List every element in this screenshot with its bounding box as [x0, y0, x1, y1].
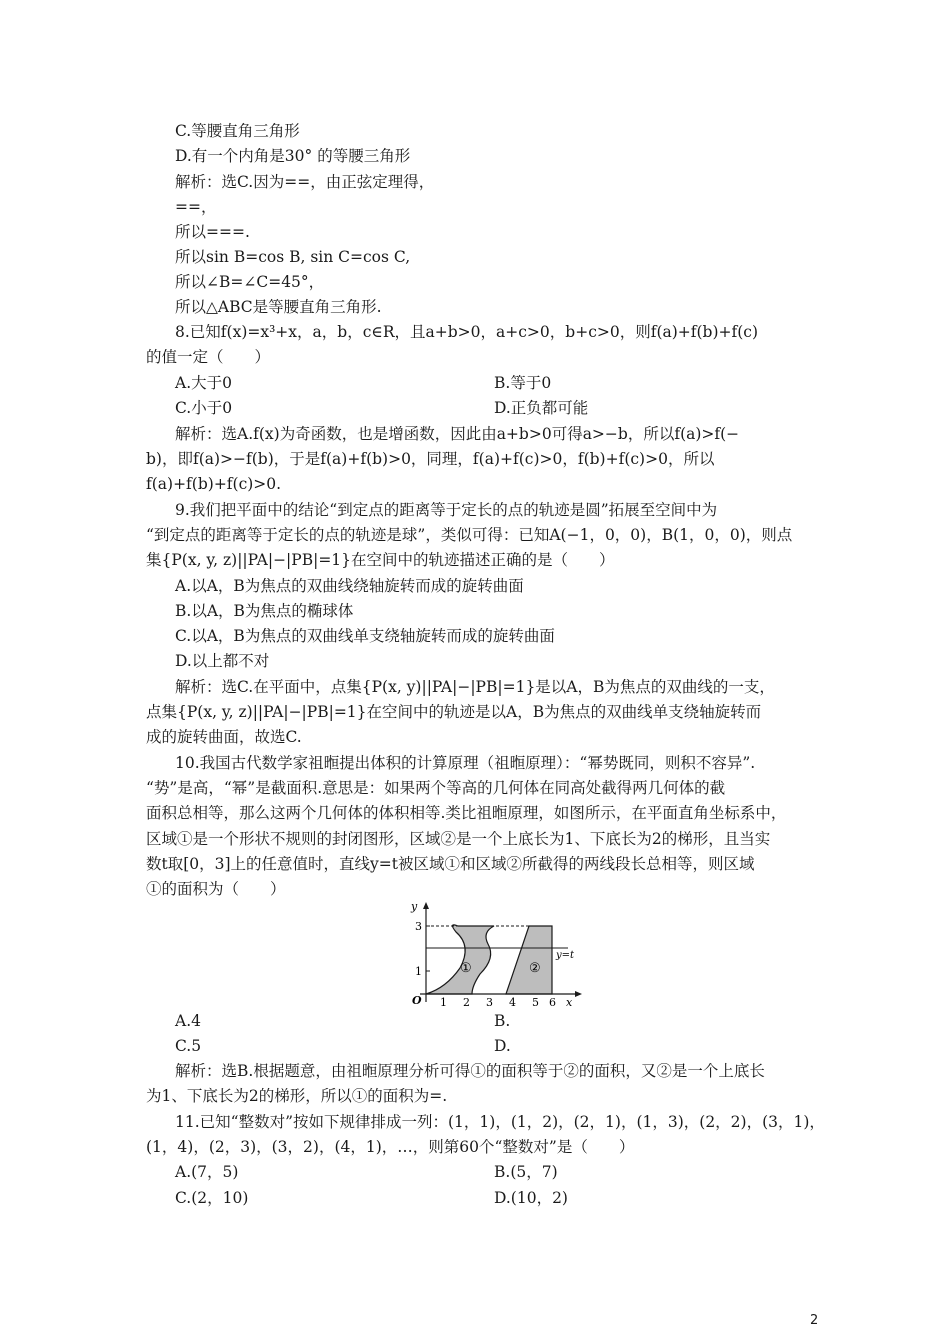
- x-tick-label: 6: [549, 996, 556, 1009]
- x-axis-arrow: [575, 991, 582, 997]
- q9-solution-line: 点集{P(x, y, z)||PA|−|PB|=1}在空间中的轨迹是以A，B为焦点的双曲线单支绕轴旋转而: [146, 703, 762, 721]
- q8-stem: 8.已知f(x)=x³+x，a，b，c∈R，且a+b>0，a+c>0，b+c>0，则f(a)+f(b)+f(c): [175, 323, 759, 341]
- q9-solution-line: 解析：选C.在平面中，点集{P(x, y)||PA|−|PB|=1}是以A，B为焦点的双曲线的一支，: [175, 678, 775, 696]
- q9-option-b: B.以A，B为焦点的椭球体: [175, 602, 354, 620]
- origin-label: O: [412, 994, 422, 1007]
- q10-option-b: B.: [494, 1012, 511, 1030]
- page-number: 2: [810, 1313, 819, 1328]
- q7-solution-line: ==，: [175, 198, 217, 216]
- x-tick-label: 3: [486, 996, 493, 1009]
- region-1: [426, 925, 494, 994]
- q7-solution-line: 所以sin B=cos B, sin C=cos C,: [175, 248, 411, 266]
- y-axis-arrow: [423, 902, 429, 909]
- q8-solution-line: f(a)+f(b)+f(c)>0.: [146, 475, 282, 493]
- q11-stem: 11.已知“整数对”按如下规律排成一列：(1，1)，(1，2)，(2，1)，(1，3)，(2，2)，(3，1)，: [175, 1113, 825, 1131]
- x-tick-label: 2: [463, 996, 470, 1009]
- q8-option-c: C.小于0: [175, 399, 233, 417]
- region-1-label: ①: [460, 961, 472, 976]
- x-axis-label: x: [566, 996, 573, 1009]
- q8-stem: 的值一定（ ）: [146, 348, 271, 366]
- q8-option-a: A.大于0: [175, 374, 232, 392]
- q10-solution-line: 为1、下底长为2的梯形，所以①的面积为=.: [146, 1087, 448, 1105]
- q11-option-d: D.(10，2): [494, 1189, 568, 1207]
- q7-option-c: C.等腰直角三角形: [175, 122, 300, 140]
- q10-option-d: D.: [494, 1037, 511, 1055]
- x-tick-label: 5: [532, 996, 539, 1009]
- q8-solution-line: 解析：选A.f(x)为奇函数，也是增函数，因此由a+b>0可得a>−b，所以f(a)>f(−: [175, 425, 740, 443]
- q9-option-d: D.以上都不对: [175, 652, 270, 670]
- y-axis-label: y: [411, 900, 418, 913]
- q10-stem: 区域①是一个形状不规则的封闭图形，区域②是一个上底长为1、下底长为2的梯形，且当实: [146, 830, 771, 848]
- line-label: y=t: [556, 950, 575, 961]
- q11-stem: (1，4)，(2，3)，(3，2)，(4，1)，…，则第60个“整数对”是（ ）: [146, 1138, 635, 1156]
- q11-option-c: C.(2，10): [175, 1189, 249, 1207]
- q8-option-b: B.等于0: [494, 374, 552, 392]
- q10-stem: 数t取[0，3]上的任意值时，直线y=t被区域①和区域②所截得的两线段长总相等，则区域: [146, 855, 755, 873]
- q8-option-d: D.正负都可能: [494, 399, 589, 417]
- q7-solution-line: 所以△ABC是等腰直角三角形.: [175, 298, 382, 316]
- figure-svg: [398, 896, 588, 1010]
- q9-stem: 9.我们把平面中的结论“到定点的距离等于定长的点的轨迹是圆”拓展至空间中为: [175, 501, 718, 519]
- y-tick-label: 3: [415, 920, 422, 933]
- y-tick-label: 1: [415, 965, 422, 978]
- q9-stem: “到定点的距离等于定长的点的轨迹是球”，类似可得：已知A(−1，0，0)，B(1，0，0)，则点: [146, 526, 793, 544]
- q10-stem: ①的面积为（ ）: [146, 880, 286, 898]
- q10-option-c: C.5: [175, 1037, 202, 1055]
- zugeng-principle-figure: [398, 896, 588, 1014]
- q11-option-a: A.(7，5): [175, 1163, 239, 1181]
- q7-solution-line: 所以∠B=∠C=45°，: [175, 273, 325, 291]
- q8-solution-line: b)，即f(a)>−f(b)，于是f(a)+f(b)>0，同理，f(a)+f(c)>0，f(b)+f(c)>0，所以: [146, 450, 715, 468]
- region-2-label: ②: [529, 961, 541, 976]
- x-tick-label: 1: [440, 996, 447, 1009]
- q11-option-b: B.(5，7): [494, 1163, 558, 1181]
- q10-solution-line: 解析：选B.根据题意，由祖暅原理分析可得①的面积等于②的面积，又②是一个上底长: [175, 1062, 765, 1080]
- q7-solution-line: 所以===.: [175, 223, 250, 241]
- q9-option-a: A.以A，B为焦点的双曲线绕轴旋转而成的旋转曲面: [175, 577, 524, 595]
- region-2: [506, 926, 552, 994]
- q7-solution-line: 解析：选C.因为==，由正弦定理得，: [175, 173, 435, 191]
- q9-option-c: C.以A，B为焦点的双曲线单支绕轴旋转而成的旋转曲面: [175, 627, 555, 645]
- q7-option-d: D.有一个内角是30° 的等腰三角形: [175, 147, 411, 165]
- x-tick-label: 4: [509, 996, 516, 1009]
- q10-stem: 10.我国古代数学家祖暅提出体积的计算原理（祖暅原理）：“幂势既同，则积不容异”.: [175, 754, 756, 772]
- q9-solution-line: 成的旋转曲面，故选C.: [146, 728, 302, 746]
- q10-stem: “势”是高，“幂”是截面积.意思是：如果两个等高的几何体在同高处截得两几何体的截: [146, 779, 726, 797]
- q9-stem: 集{P(x, y, z)||PA|−|PB|=1}在空间中的轨迹描述正确的是（ ）: [146, 551, 615, 569]
- q10-stem: 面积总相等，那么这两个几何体的体积相等.类比祖暅原理，如图所示，在平面直角坐标系中，: [146, 804, 787, 822]
- q10-option-a: A.4: [175, 1012, 201, 1030]
